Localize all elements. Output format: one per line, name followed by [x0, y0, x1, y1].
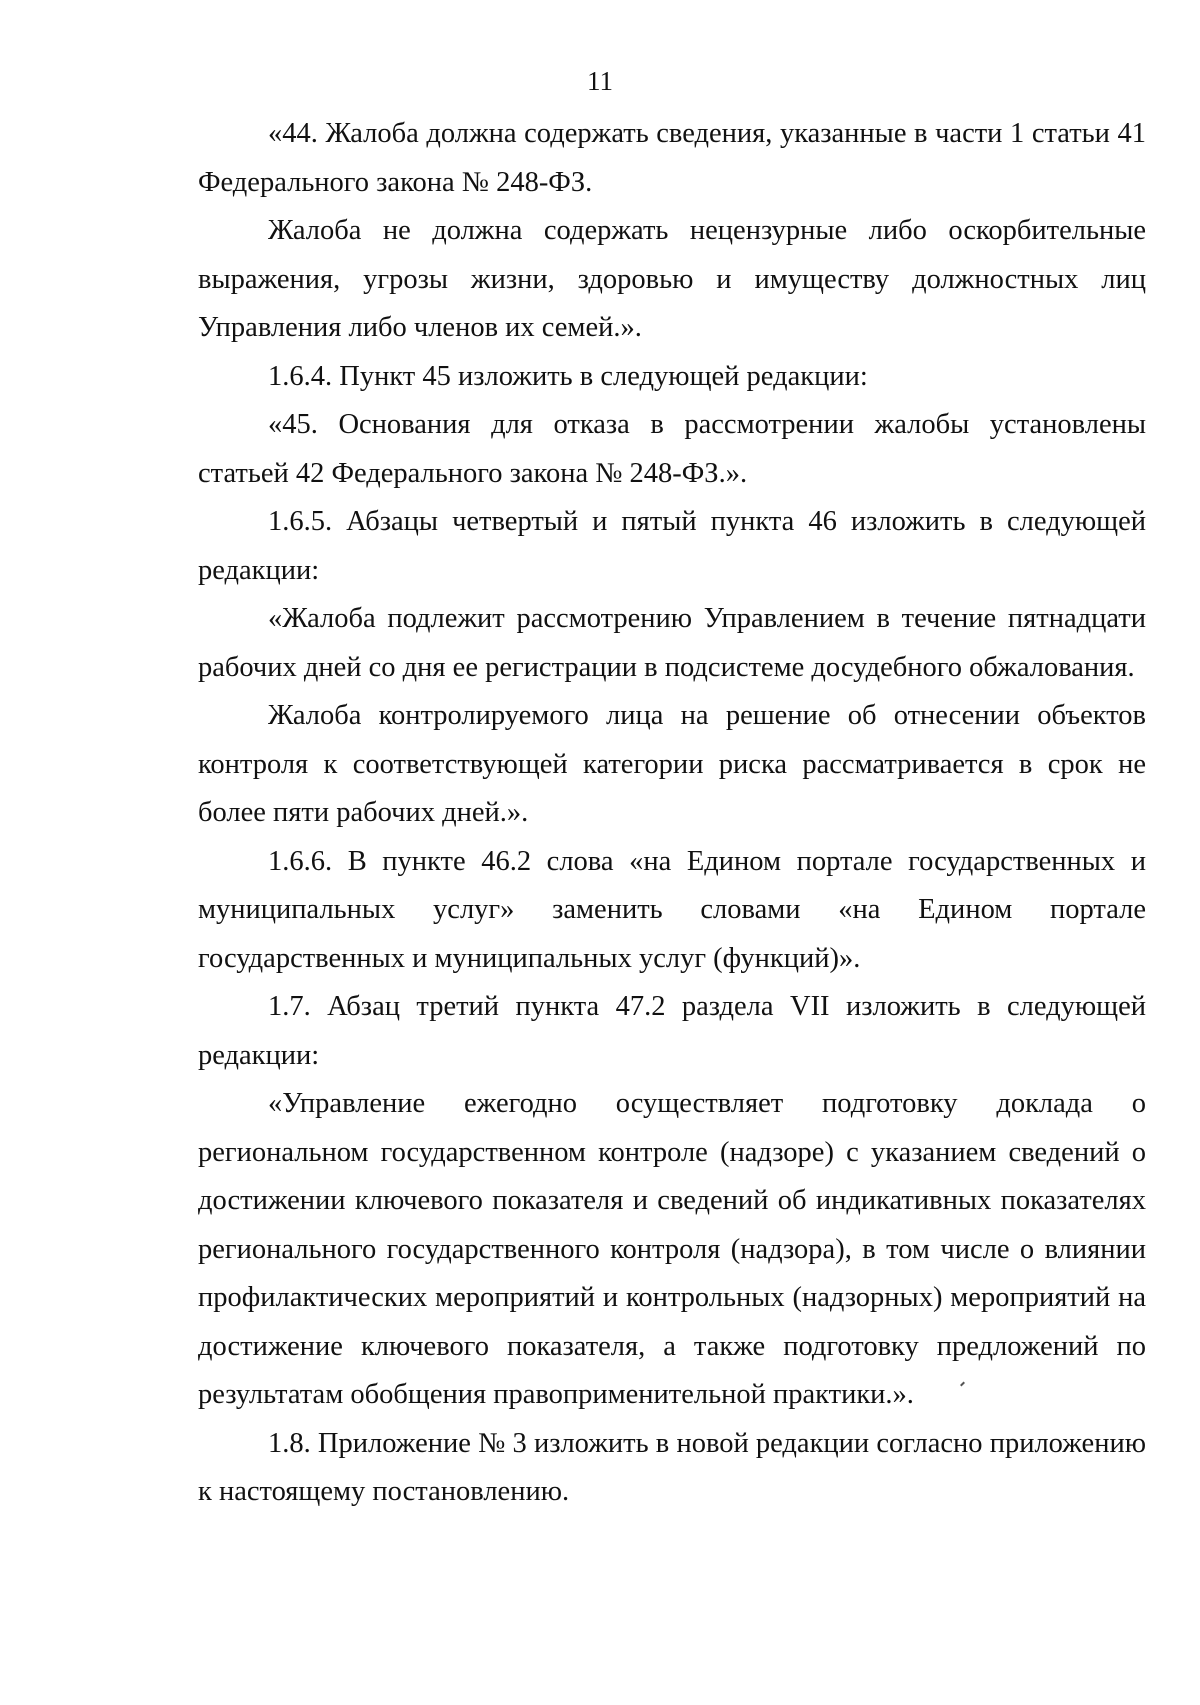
- paragraph-1-7: 1.7. Абзац третий пункта 47.2 раздела VII изложить в следующей редакции:: [198, 991, 1146, 1071]
- paragraph-46-risk-category: Жалоба контролируемого лица на решение об отнесении объектов контроля к соответствующей категории риска рассматривается в срок не более пяти рабочих дней.».: [198, 700, 1146, 828]
- paragraph-1-6-5: 1.6.5. Абзацы четвертый и пятый пункта 46 изложить в следующей редакции:: [198, 506, 1146, 586]
- paragraph-46-review-term: «Жалоба подлежит рассмотрению Управлением в течение пятнадцати рабочих дней со дня ее регистрации в подсистеме досудебного обжалования.: [198, 603, 1146, 683]
- paragraph-47-2-report: «Управление ежегодно осуществляет подготовку доклада о региональном государственном контроле (надзоре) с указанием сведений о достижении ключевого показателя и сведений об индикативных показателях регионального государственного контроля (надзора), в том числе о влиянии профилактических мероприятий и контрольных (надзорных) мероприятий на достижение ключевого показателя, а также подготовку предложений по результатам обобщения правоприменительной практики.».: [198, 1088, 1146, 1410]
- document-body: [198, 110, 1146, 1517]
- paragraph-44-restrictions: Жалоба не должна содержать нецензурные либо оскорбительные выражения, угрозы жизни, здоровью и имуществу должностных лиц Управления либо членов их семей.».: [198, 215, 1146, 343]
- paragraph-44-content: «44. Жалоба должна содержать сведения, указанные в части 1 статьи 41 Федерального закона № 248-ФЗ.: [198, 118, 1146, 198]
- page-number: 11: [587, 66, 613, 96]
- paragraph-1-8: 1.8. Приложение № 3 изложить в новой редакции согласно приложению к настоящему постановлению.: [198, 1427, 1146, 1507]
- paragraph-45-text: «45. Основания для отказа в рассмотрении жалобы установлены статьей 42 Федерального закона № 248-ФЗ.».: [198, 409, 1146, 489]
- paragraph-1-6-4: 1.6.4. Пункт 45 изложить в следующей редакции:: [268, 360, 868, 392]
- paragraph-1-6-6: 1.6.6. В пункте 46.2 слова «на Едином портале государственных и муниципальных услуг» заменить словами «на Едином портале государственных и муниципальных услуг (функций)».: [198, 845, 1146, 974]
